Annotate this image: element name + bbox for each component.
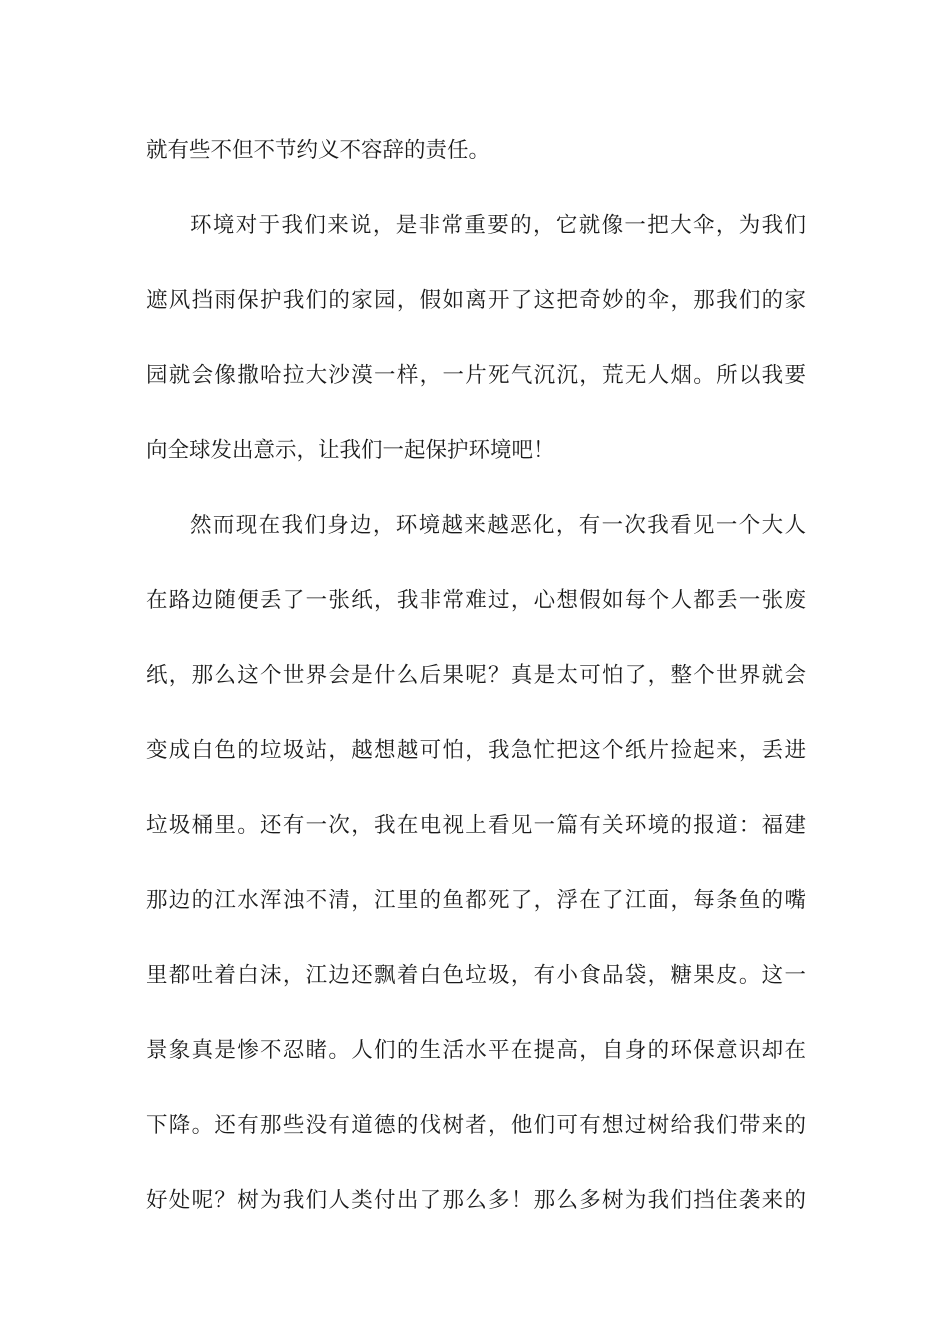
- text-line: 遮风挡雨保护我们的家园，假如离开了这把奇妙的伞，那我们的家: [146, 288, 806, 313]
- text-line: 纸，那么这个世界会是什么后果呢？真是太可怕了，整个世界就会: [146, 663, 806, 688]
- text-line: 就有些不但不节约义不容辞的责任。: [146, 138, 491, 163]
- paragraph-first-line: 环境对于我们来说，是非常重要的，它就像一把大伞，为我们: [190, 213, 806, 238]
- text-line: 那边的江水浑浊不清，江里的鱼都死了，浮在了江面，每条鱼的嘴: [146, 888, 806, 913]
- text-line: 里都吐着白沫，江边还飘着白色垃圾，有小食品袋，糖果皮。这一: [146, 963, 806, 988]
- text-line: 垃圾桶里。还有一次，我在电视上看见一篇有关环境的报道：福建: [146, 813, 806, 838]
- text-line: 好处呢？树为我们人类付出了那么多！那么多树为我们挡住袭来的: [146, 1188, 806, 1213]
- paragraph-first-line: 然而现在我们身边，环境越来越恶化，有一次我看见一个大人: [190, 513, 806, 538]
- text-line: 变成白色的垃圾站，越想越可怕，我急忙把这个纸片捡起来，丢进: [146, 738, 806, 763]
- text-line: 向全球发出意示，让我们一起保护环境吧！: [146, 438, 555, 463]
- text-line: 景象真是惨不忍睹。人们的生活水平在提高，自身的环保意识却在: [146, 1038, 806, 1063]
- text-line: 园就会像撒哈拉大沙漠一样，一片死气沉沉，荒无人烟。所以我要: [146, 363, 806, 388]
- text-line: 在路边随便丢了一张纸，我非常难过，心想假如每个人都丢一张废: [146, 588, 806, 613]
- text-line: 下降。还有那些没有道德的伐树者，他们可有想过树给我们带来的: [146, 1113, 806, 1138]
